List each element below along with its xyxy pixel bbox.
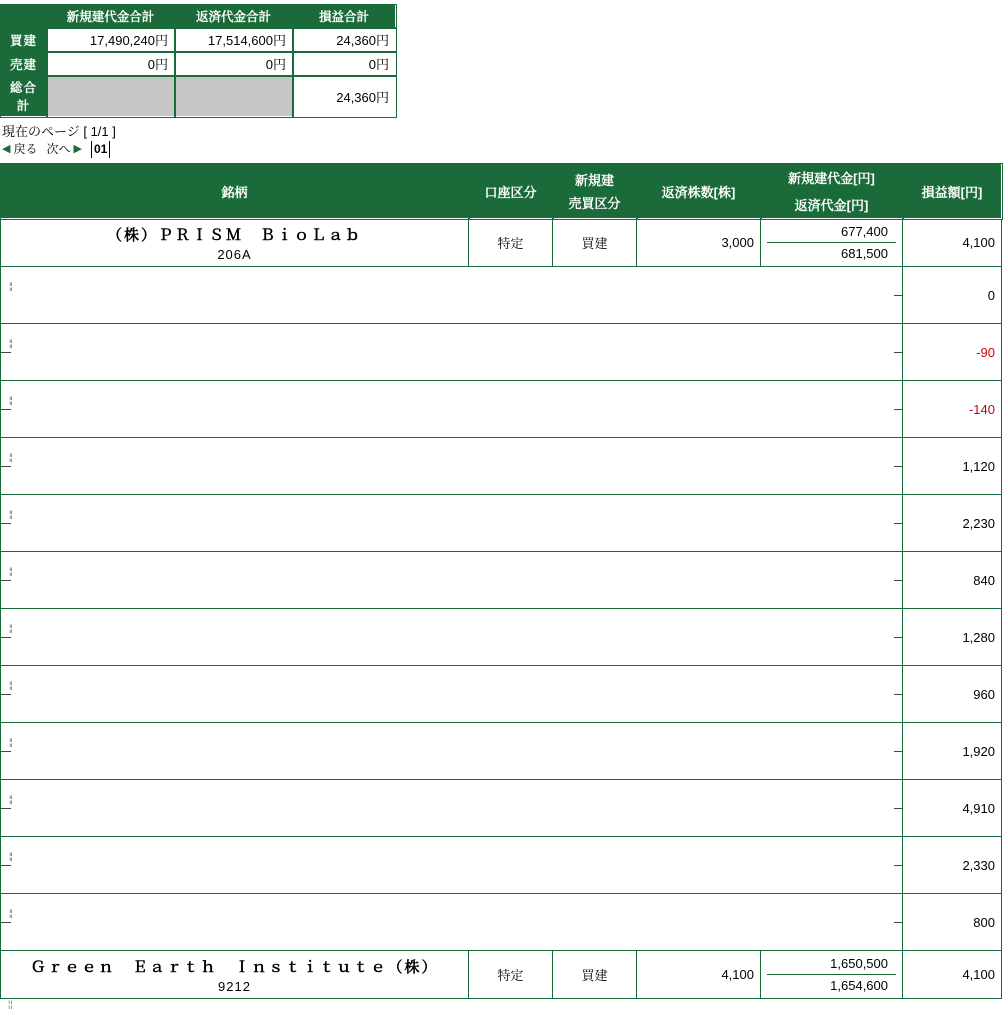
- table-row[interactable]: [1, 495, 1002, 552]
- row-dash-left: [1, 352, 11, 353]
- summary-grand-pl-total: 24,360円: [293, 76, 396, 117]
- triangle-left-icon[interactable]: ◀: [2, 143, 11, 155]
- row-dash-right: [894, 808, 902, 809]
- row-redacted-cell: [1, 267, 903, 324]
- table-row[interactable]: [1, 951, 1002, 999]
- summary-table: [0, 4, 396, 117]
- row-pl-amount: 960: [903, 666, 1002, 723]
- row-new-amount: 1,650,500: [767, 953, 896, 975]
- row-amount-cell: [761, 219, 903, 267]
- summary-rowlabel-buy: 買建: [1, 28, 47, 52]
- redacted-marks: ¦¦: [9, 738, 12, 747]
- row-dash-right: [894, 523, 902, 524]
- row-pl-amount: 800: [903, 894, 1002, 951]
- table-row[interactable]: [1, 837, 1002, 894]
- summary-row-grand: [1, 76, 396, 117]
- table-row[interactable]: [1, 324, 1002, 381]
- row-dash-left: [1, 865, 11, 866]
- summary-header-new-total: 新規建代金合計: [47, 5, 175, 28]
- row-pl-amount: 4,100: [903, 951, 1002, 999]
- table-row[interactable]: [1, 219, 1002, 267]
- row-repay-qty: 4,100: [637, 951, 761, 999]
- row-dash-left: [1, 808, 11, 809]
- row-dash-right: [894, 865, 902, 866]
- row-redacted-cell: [1, 438, 903, 495]
- row-dash-right: [894, 751, 902, 752]
- row-redacted-cell: [1, 837, 903, 894]
- issue-code: 9212: [218, 978, 251, 994]
- row-redacted-cell: [1, 609, 903, 666]
- redacted-marks: ¦¦: [9, 681, 12, 690]
- row-redacted-cell: [1, 666, 903, 723]
- row-dash-left: [1, 922, 11, 923]
- row-account-type: 特定: [469, 219, 553, 267]
- row-dash-left: [1, 637, 11, 638]
- header-account-type: 口座区分: [469, 164, 553, 219]
- summary-row-buy: [1, 28, 396, 52]
- redacted-marks: ¦¦: [9, 909, 12, 918]
- table-bottom-cutoff: [0, 999, 1003, 1009]
- row-pl-amount: 2,230: [903, 495, 1002, 552]
- redacted-marks: ¦¦: [9, 396, 12, 405]
- issue-name: （株）ＰＲＩＳＭ ＢｉｏＬａｂ: [106, 226, 362, 244]
- redacted-marks: ¦¦: [9, 795, 12, 804]
- table-row[interactable]: [1, 552, 1002, 609]
- header-repay-amount: 返済代金[円]: [761, 191, 903, 219]
- table-row[interactable]: [1, 780, 1002, 837]
- table-row[interactable]: [1, 609, 1002, 666]
- row-dash-right: [894, 637, 902, 638]
- summary-buy-repay-total: 17,514,600円: [175, 28, 293, 52]
- row-pl-amount: 1,280: [903, 609, 1002, 666]
- header-trade-type-line1: 新規建: [574, 173, 614, 188]
- table-row[interactable]: [1, 666, 1002, 723]
- row-pl-amount: -140: [903, 381, 1002, 438]
- row-dash-right: [894, 466, 902, 467]
- row-dash-left: [1, 466, 11, 467]
- summary-sell-new-total: 0円: [47, 52, 175, 76]
- row-dash-left: [1, 523, 11, 524]
- row-repay-amount: 681,500: [841, 246, 888, 261]
- summary-corner-cell: [1, 5, 47, 28]
- row-dash-right: [894, 352, 902, 353]
- issue-code: 206A: [217, 246, 252, 262]
- row-dash-right: [894, 295, 902, 296]
- paging-section: [2, 123, 1003, 158]
- summary-rowlabel-sell: 売建: [1, 52, 47, 76]
- summary-buy-pl-total: 24,360円: [293, 28, 396, 52]
- summary-grand-repay-total-blank: [175, 76, 293, 117]
- row-pl-amount: 1,920: [903, 723, 1002, 780]
- table-row[interactable]: [1, 894, 1002, 951]
- row-redacted-cell: [1, 495, 903, 552]
- summary-header-row: [1, 5, 396, 28]
- redacted-marks: ¦¦: [9, 567, 12, 576]
- row-redacted-cell: [1, 552, 903, 609]
- row-dash-right: [894, 580, 902, 581]
- table-row[interactable]: [1, 267, 1002, 324]
- row-redacted-cell: [1, 381, 903, 438]
- issue-name: Ｇｒｅｅｎ Ｅａｒｔｈ Ｉｎｓｔｉｔｕｔｅ（株）: [30, 958, 439, 976]
- summary-sell-pl-total: 0円: [293, 52, 396, 76]
- summary-header-repay-total: 返済代金合計: [175, 5, 293, 28]
- positions-header-row: [1, 164, 1002, 192]
- positions-table: [0, 163, 1002, 999]
- summary-grand-new-total-blank: [47, 76, 175, 117]
- redacted-marks: ¦¦: [9, 852, 12, 861]
- row-account-type: 特定: [469, 951, 553, 999]
- row-redacted-cell: [1, 780, 903, 837]
- positions-section: [0, 163, 1003, 1009]
- summary-section: [0, 0, 1003, 117]
- summary-sell-repay-total: 0円: [175, 52, 293, 76]
- table-row[interactable]: [1, 438, 1002, 495]
- page-number-indicator[interactable]: 01: [91, 141, 110, 158]
- row-pl-amount: 2,330: [903, 837, 1002, 894]
- table-row[interactable]: [1, 723, 1002, 780]
- row-amount-cell: [761, 951, 903, 999]
- row-dash-right: [894, 922, 902, 923]
- redacted-marks: ¦¦: [9, 624, 12, 633]
- row-dash-left: [1, 751, 11, 752]
- row-pl-amount: 0: [903, 267, 1002, 324]
- row-dash-left: [1, 409, 11, 410]
- row-new-amount: 677,400: [767, 221, 896, 243]
- redacted-marks: ¦¦: [9, 453, 12, 462]
- row-dash-left: [1, 580, 11, 581]
- redacted-marks: ¦¦: [9, 339, 12, 348]
- redacted-marks: ¦¦: [8, 999, 13, 1009]
- header-issue-name: 銘柄: [1, 164, 469, 219]
- row-pl-amount: 1,120: [903, 438, 1002, 495]
- triangle-right-icon[interactable]: ▶: [73, 143, 82, 155]
- current-page-label: 現在のページ [ 1/1 ]: [2, 124, 116, 139]
- summary-rowlabel-grand: 総合計: [1, 76, 47, 117]
- row-redacted-cell: [1, 894, 903, 951]
- row-pl-amount: -90: [903, 324, 1002, 381]
- row-issue-cell: [1, 219, 469, 267]
- header-trade-type-line2: 売買区分: [568, 196, 621, 211]
- header-new-amount: 新規建代金[円]: [761, 164, 903, 192]
- redacted-marks: ¦¦: [9, 510, 12, 519]
- row-redacted-cell: [1, 324, 903, 381]
- summary-buy-new-total: 17,490,240円: [47, 28, 175, 52]
- prev-page-link[interactable]: 戻る: [13, 142, 38, 156]
- row-pl-amount: 840: [903, 552, 1002, 609]
- summary-row-sell: [1, 52, 396, 76]
- row-dash-right: [894, 409, 902, 410]
- row-pl-amount: 4,910: [903, 780, 1002, 837]
- next-page-link[interactable]: 次へ: [46, 142, 71, 156]
- row-trade-type: 買建: [553, 219, 637, 267]
- redacted-marks: ¦¦: [9, 282, 12, 291]
- row-repay-qty: 3,000: [637, 219, 761, 267]
- row-trade-type: 買建: [553, 951, 637, 999]
- row-redacted-cell: [1, 723, 903, 780]
- row-pl-amount: 4,100: [903, 219, 1002, 267]
- row-repay-amount: 1,654,600: [830, 978, 888, 993]
- summary-header-pl-total: 損益合計: [293, 5, 396, 28]
- row-dash-right: [894, 694, 902, 695]
- header-trade-type: [553, 164, 637, 219]
- row-issue-cell: [1, 951, 469, 999]
- row-dash-left: [1, 694, 11, 695]
- header-pl-amount: 損益額[円]: [903, 164, 1002, 219]
- header-repay-qty: 返済株数[株]: [637, 164, 761, 219]
- table-row[interactable]: [1, 381, 1002, 438]
